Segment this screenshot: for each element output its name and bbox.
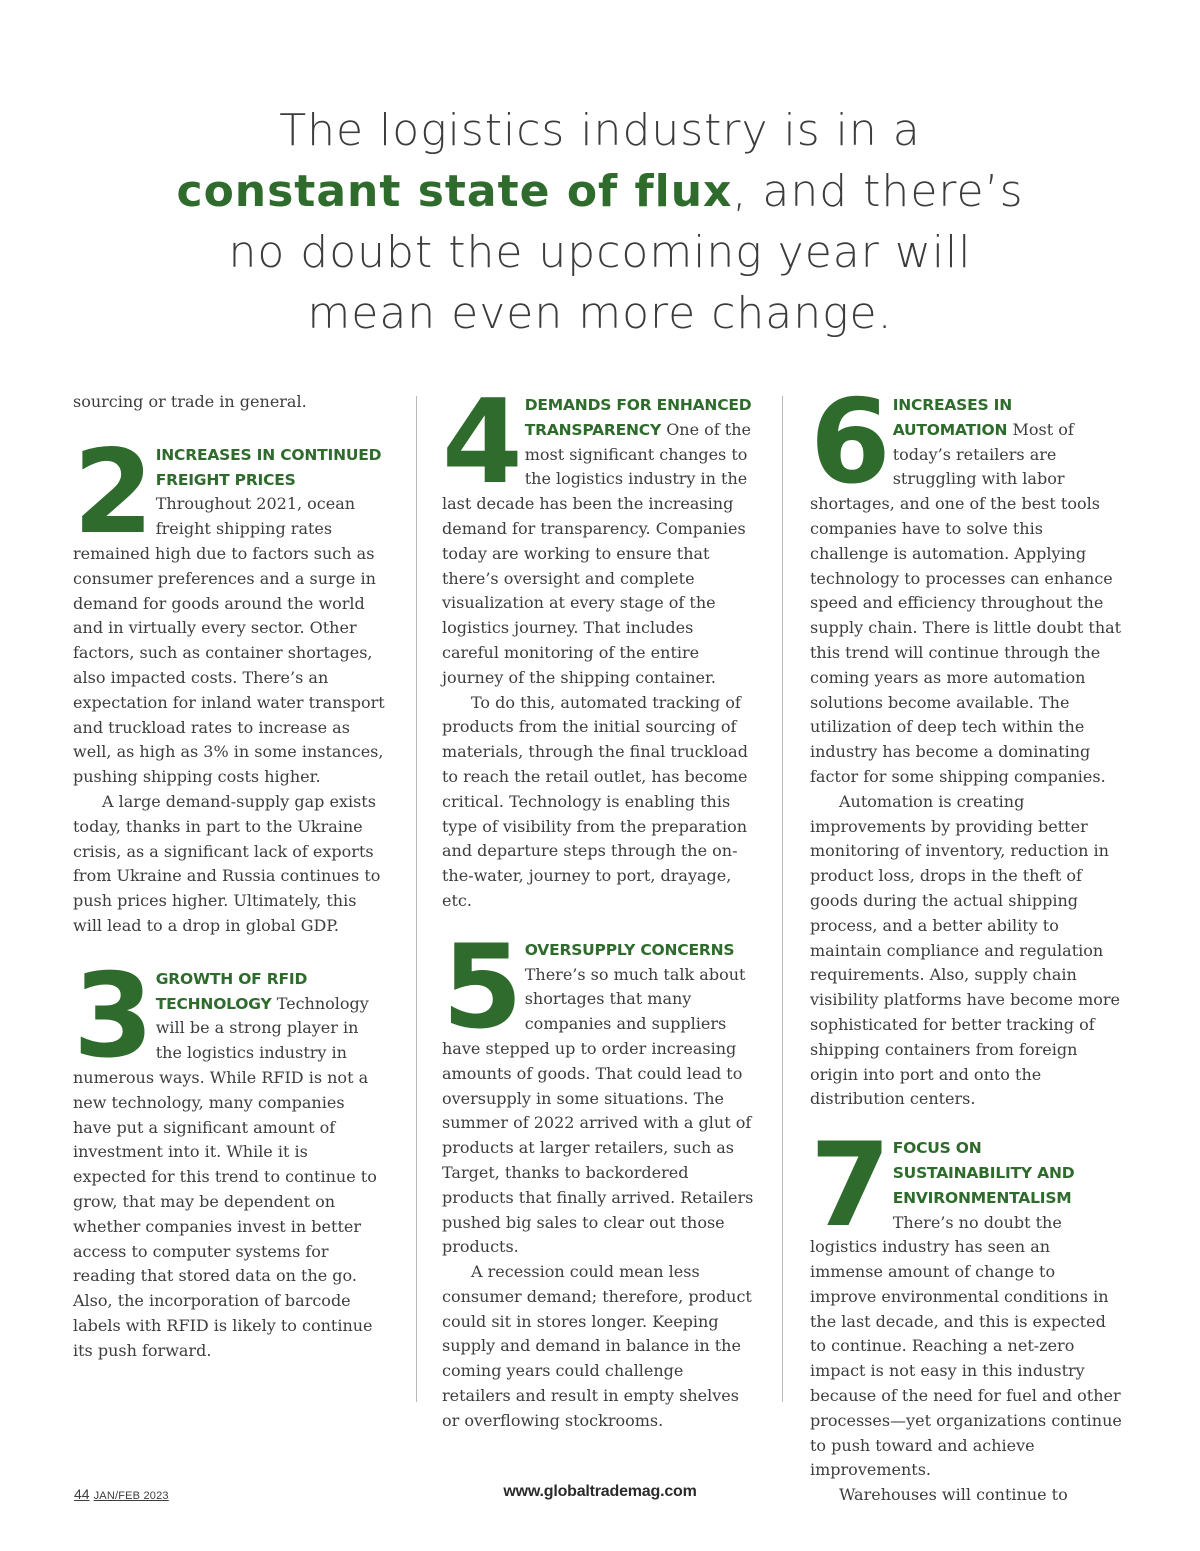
section-heading: INCREASES IN AUTOMATION xyxy=(892,396,1013,439)
dropcap-number: 5 xyxy=(442,919,519,1055)
column-divider xyxy=(782,396,783,1402)
section-paragraph: A recession could mean less consumer demand; therefore, product could sit in stores longer. Keeping supply and demand in balance in the coming years could challenge retailers and result in empty shelves or overflowing stockrooms. xyxy=(442,1262,752,1430)
section-paragraph: One of the most significant changes to the logistics industry in the last decade has been the increasing demand for transparency. Companies today are working to ensure that there’s oversight and complete visualization at every stage of the logistics journey. That includes careful monitoring of the entire journey of the shipping container. xyxy=(442,419,752,687)
section-7 xyxy=(810,1118,1122,1508)
section-paragraph: Automation is creating improvements by providing better monitoring of inventory, reduction in product loss, drops in the theft of goods during the actual shipping process, and a better ability to maintain compliance and regulation requirements. Also, supply chain visibility platforms have become more sophisticated for better tracking of shipping containers from foreign origin into port and onto the distribution centers. xyxy=(810,791,1121,1109)
dropcap-number: 4 xyxy=(442,375,519,510)
column-divider xyxy=(416,396,417,1402)
article-column-2 xyxy=(442,375,754,1434)
dropcap-number: 6 xyxy=(810,375,887,510)
section-heading: GROWTH OF RFID TECHNOLOGY xyxy=(155,969,308,1013)
dropcap-number: 2 xyxy=(73,424,150,560)
pull-quote-line-1: The logistics industry is in a xyxy=(279,105,921,156)
section-paragraph: There’s no doubt the logistics industry has seen an immense amount of change to improve environmental conditions in the last decade, and this is expected to continue. Reaching a net-zero impact is not easy in this industry because of the need for fuel and other processes—yet organizations continue to push toward and achieve improvements. xyxy=(810,1212,1122,1480)
section-paragraph: To do this, automated tracking of products from the initial sourcing of materials, through the final truckload to reach the retail outlet, has become critical. Technology is enabling this type of visibility from the preparation and departure steps through the on-the-water, journey to port, drayage, etc. xyxy=(442,692,748,910)
section-paragraph: A large demand-supply gap exists today, thanks in part to the Ukraine crisis, as a significant lack of exports from Ukraine and Russia continues to push prices higher. Ultimately, this will lead to a drop in global GDP. xyxy=(73,791,381,935)
section-paragraph: Most of today’s retailers are struggling with labor shortages, and one of the best tools companies have to solve this challenge is automation. Applying technology to processes can enhance speed and efficiency throughout the supply chain. There is little doubt that this trend will continue through the coming years as more automation solutions become available. The utilization of deep tech within the industry has become a dominating factor for some shipping companies. xyxy=(810,419,1122,786)
lead-text: sourcing or trade in general. xyxy=(73,392,307,411)
section-6 xyxy=(810,375,1122,1112)
dropcap-number: 3 xyxy=(73,948,150,1084)
pull-quote-line-3: no doubt the upcoming year will xyxy=(228,227,972,278)
section-paragraph: Throughout 2021, ocean freight shipping rates remained high due to factors such as consumer preferences and a surge in demand for goods around the world and in virtually every sector. Other factors, such as container shortages, also impacted costs. There’s an expectation for inland water transport and truckload rates to increase as well, as high as 3% in some instances, pushing shipping costs higher. xyxy=(73,494,385,787)
section-heading: FOCUS ON SUSTAINABILITY AND ENVIRONMENTALISM xyxy=(892,1139,1075,1207)
section-2 xyxy=(73,424,385,939)
website-link[interactable]: www.globaltrademag.com xyxy=(503,1483,697,1500)
section-3 xyxy=(73,948,385,1364)
section-4 xyxy=(442,375,754,914)
section-paragraph: Warehouses will continue to xyxy=(839,1485,1068,1505)
pull-quote-highlight: constant state of flux xyxy=(176,166,733,217)
section-paragraph: There’s so much talk about shortages that many companies and suppliers have stepped up to order increasing amounts of goods. That could lead to oversupply in some situations. The summer of 2022 arrived with a glut of products at larger retailers, such as Target, thanks to backordered products that finally arrived. Retailers pushed big sales to clear out those products. xyxy=(442,964,754,1257)
issue-date: JAN/FEB 2023 xyxy=(93,1490,169,1502)
section-paragraph: Technology will be a strong player in the logistics industry in numerous ways. While RFID is not a new technology, many companies have put a significant amount of investment into it. While it is expected for this trend to continue to grow, that may be dependent on whether companies invest in better access to computer systems for reading that stored data on the go. Also, the incorporation of barcode labels with RFID is likely to continue its push forward. xyxy=(73,993,377,1360)
article-column-1 xyxy=(73,390,385,1363)
pull-quote-line-2: , and there’s xyxy=(732,166,1024,217)
section-heading: OVERSUPPLY CONCERNS xyxy=(524,940,735,959)
page-number: 44 xyxy=(74,1486,90,1502)
dropcap-number: 7 xyxy=(810,1118,887,1254)
section-heading: DEMANDS FOR ENHANCED TRANSPARENCY xyxy=(524,396,752,439)
article-column-3 xyxy=(810,375,1122,1508)
pull-quote-line-4: mean even more change. xyxy=(307,288,893,339)
pull-quote xyxy=(120,100,1080,344)
section-5 xyxy=(442,919,754,1434)
section-heading: INCREASES IN CONTINUED FREIGHT PRICES xyxy=(155,445,382,489)
